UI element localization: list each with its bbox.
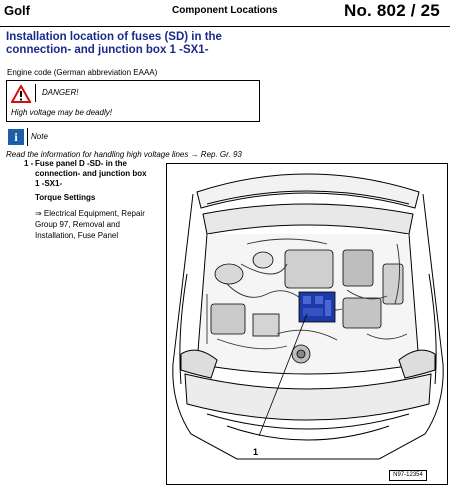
engine-bay-illustration: [167, 164, 448, 485]
item-line-2: connection- and junction box: [35, 169, 147, 178]
note-separator: [27, 128, 28, 146]
item-description: [35, 159, 165, 189]
title-line-2: connection- and junction box 1 -SX1-: [6, 44, 209, 56]
warning-triangle-icon: [11, 85, 31, 103]
torque-reference-link[interactable]: [35, 208, 165, 241]
section-title: Component Locations: [172, 5, 278, 16]
danger-separator: [35, 84, 36, 102]
title-line-1: Installation location of fuses (SD) in the: [6, 31, 222, 43]
danger-box: [6, 80, 260, 122]
reference-line-1: ⇒ Electrical Equipment, Repair: [35, 209, 145, 218]
item-line-1: Fuse panel D -SD- in the: [35, 159, 128, 168]
page-header: [0, 0, 450, 24]
engine-bay-figure: [166, 163, 448, 485]
item-number: 1 -: [24, 159, 34, 168]
engine-code: Engine code (German abbreviation EAAA): [7, 68, 158, 77]
note-text: Read the information for handling high voltage lines → Rep. Gr. 93: [6, 150, 242, 159]
info-icon: i: [8, 129, 24, 145]
reference-line-3: Installation, Fuse Panel: [35, 231, 119, 240]
danger-text: High voltage may be deadly!: [11, 108, 112, 117]
header-divider: [0, 26, 450, 27]
callout-1-label: 1: [253, 447, 259, 457]
note-title: Note: [31, 132, 48, 141]
danger-title: DANGER!: [42, 88, 79, 97]
torque-heading: Torque Settings: [35, 193, 96, 202]
model-name: Golf: [4, 3, 30, 18]
figure-code: N97-12354: [389, 470, 427, 481]
page-title: [6, 31, 306, 57]
reference-line-2: Group 97, Removal and: [35, 220, 120, 229]
item-line-3: 1 -SX1-: [35, 179, 63, 188]
document-number: No. 802 / 25: [344, 1, 440, 20]
